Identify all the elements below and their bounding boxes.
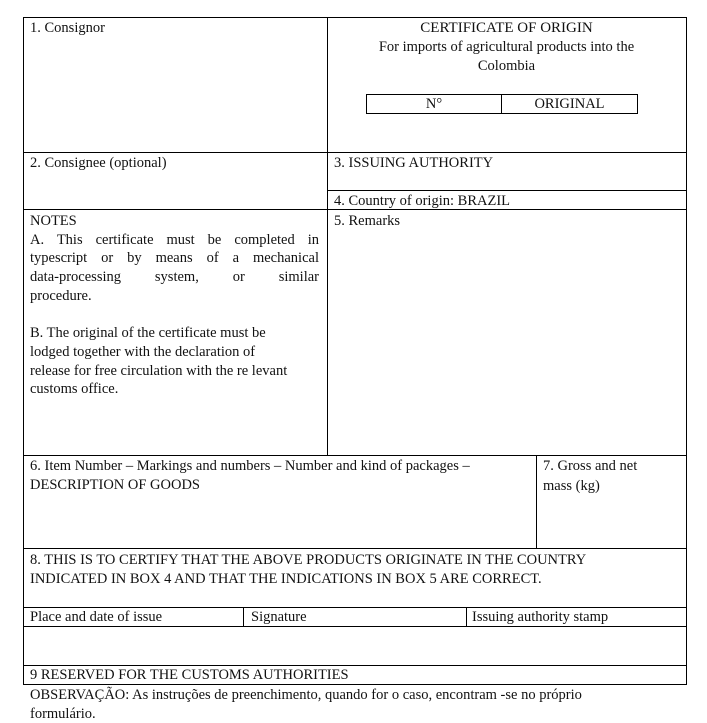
footer-note-line-2: formulário. xyxy=(30,706,96,722)
stamp-label: Issuing authority stamp xyxy=(472,609,609,625)
note-a-line-2: typescript or by means of a mechanical xyxy=(30,250,319,266)
note-b-line-2: lodged together with the declaration of xyxy=(30,344,256,360)
notes-heading: NOTES xyxy=(30,213,77,229)
note-a-line-1: A. This certificate must be completed in xyxy=(30,232,319,248)
gross-mass-label-2: mass (kg) xyxy=(543,478,600,494)
divider-signature xyxy=(243,607,244,626)
note-a-line-3: data-processing system, or similar xyxy=(30,269,319,285)
rule-after-box1 xyxy=(23,152,687,153)
country-of-origin-label: 4. Country of origin: BRAZIL xyxy=(334,193,511,209)
footer-note-line-1: OBSERVAÇÃO: As instruções de preenchimento, quando for o caso, encontram -se no próprio xyxy=(30,687,582,703)
remarks-label: 5. Remarks xyxy=(334,213,401,229)
rule-after-issue-row xyxy=(23,626,687,627)
rule-after-notes xyxy=(23,455,687,456)
rule-before-box4 xyxy=(327,190,687,191)
note-a-line-4: procedure. xyxy=(30,288,92,304)
divider-stamp xyxy=(466,607,467,626)
rule-after-box6 xyxy=(23,548,687,549)
number-label: N° xyxy=(425,96,443,112)
description-label-1: 6. Item Number – Markings and numbers – Number and kind of packages – xyxy=(30,458,470,474)
divider-col-top xyxy=(327,17,328,455)
gross-mass-label-1: 7. Gross and net xyxy=(543,458,638,474)
certification-line-2: INDICATED IN BOX 4 AND THAT THE INDICATIONS IN BOX 5 ARE CORRECT. xyxy=(30,571,542,587)
consignee-label: 2. Consignee (optional) xyxy=(30,155,167,171)
divider-box7 xyxy=(536,455,537,548)
place-date-label: Place and date of issue xyxy=(30,609,163,625)
certificate-subtitle-2: Colombia xyxy=(477,58,536,74)
certification-line-1: 8. THIS IS TO CERTIFY THAT THE ABOVE PRODUCTS ORIGINATE IN THE COUNTRY xyxy=(30,552,587,568)
form-right-border xyxy=(686,17,687,685)
rule-after-box9 xyxy=(23,684,687,685)
note-b-line-1: B. The original of the certificate must be xyxy=(30,325,266,341)
note-b-line-4: customs office. xyxy=(30,381,119,397)
certificate-subtitle-1: For imports of agricultural products into the xyxy=(378,39,635,55)
note-b-line-3: release for free circulation with the re levant xyxy=(30,363,288,379)
customs-reserved-label: 9 RESERVED FOR THE CUSTOMS AUTHORITIES xyxy=(30,667,349,683)
form-top-border xyxy=(23,17,687,18)
consignor-label: 1. Consignor xyxy=(30,20,105,36)
form-left-border xyxy=(23,17,24,685)
signature-label: Signature xyxy=(251,609,307,625)
issuing-authority-label: 3. ISSUING AUTHORITY xyxy=(334,155,494,171)
description-label-2: DESCRIPTION OF GOODS xyxy=(30,477,200,493)
certificate-title: CERTIFICATE OF ORIGIN xyxy=(420,20,593,36)
original-label: ORIGINAL xyxy=(534,96,605,112)
